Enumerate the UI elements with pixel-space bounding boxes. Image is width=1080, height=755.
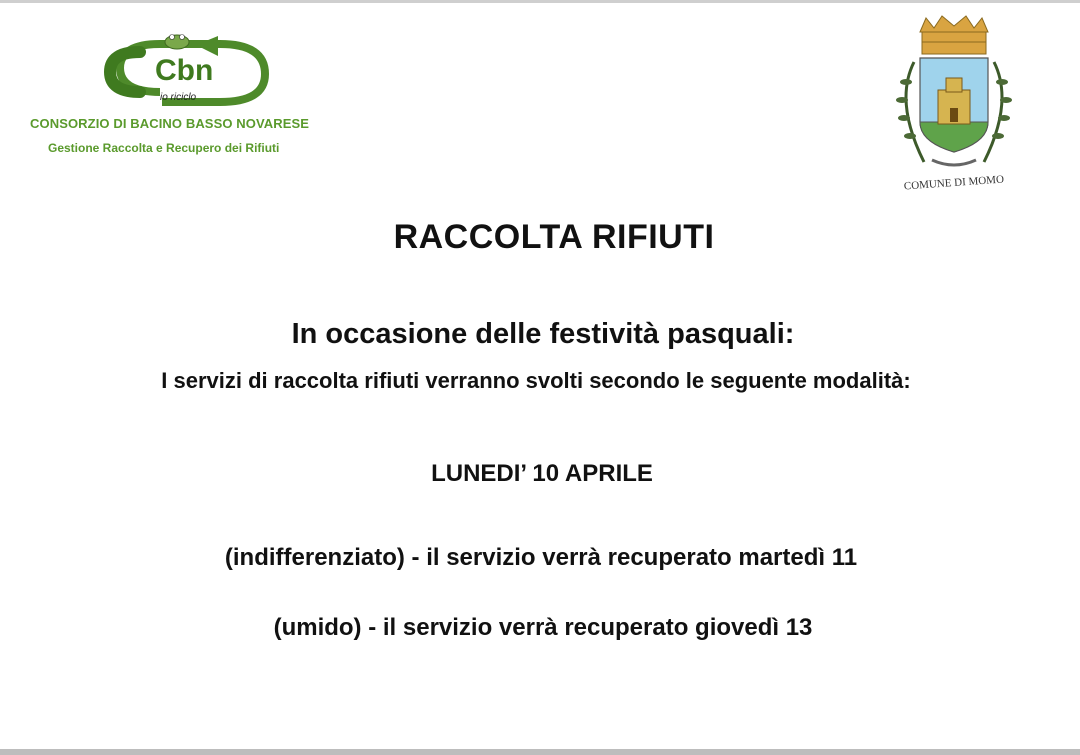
notice-intro: I servizi di raccolta rifiuti verranno svolti secondo le seguente modalità: — [161, 368, 911, 393]
service-item: (umido) - il servizio verrà recuperato giovedì 13 — [273, 614, 813, 641]
coat-of-arms — [884, 12, 1024, 192]
bottom-border — [0, 749, 1080, 755]
logo-text: Cbn — [155, 54, 214, 87]
logo-tagline: io riciclo — [160, 92, 197, 103]
org-subtitle: Gestione Raccolta e Recupero dei Rifiuti — [48, 141, 280, 155]
org-name: CONSORZIO DI BACINO BASSO NOVARESE — [30, 116, 310, 131]
service-item: (indifferenziato) - il servizio verrà recuperato martedì 11 — [224, 544, 858, 571]
notice-title: RACCOLTA RIFIUTI — [393, 218, 715, 256]
cbn-logo — [100, 30, 270, 110]
top-border — [0, 0, 1080, 3]
notice-subtitle: In occasione delle festività pasquali: — [291, 318, 795, 350]
coat-of-arms-caption: COMUNE DI MOMO — [903, 173, 1005, 192]
date-heading: LUNEDI’ 10 APRILE — [431, 460, 653, 487]
